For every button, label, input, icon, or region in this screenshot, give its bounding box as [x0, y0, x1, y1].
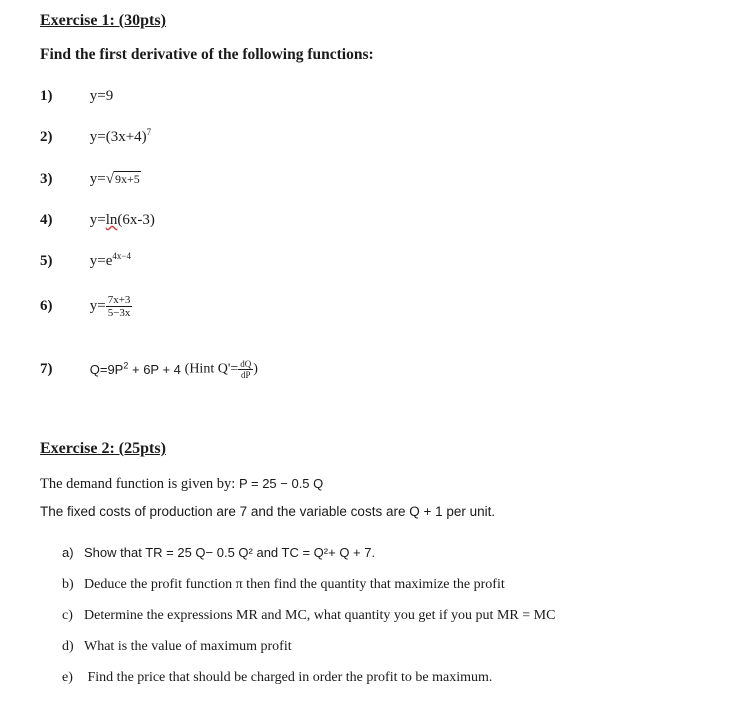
- hint-text: (Hint Q'=: [184, 361, 239, 377]
- part-label: e): [62, 670, 73, 685]
- exercise1-title: Exercise 1: (30pts): [40, 12, 166, 29]
- exercise1-instruction: Find the first derivative of the following functions:: [40, 46, 374, 63]
- item-expression: [90, 294, 133, 319]
- expression-argument: (6x-3): [117, 212, 155, 229]
- item-expression: [90, 212, 155, 229]
- expression-exponent: 7: [146, 127, 152, 138]
- part-text: Find the price that should be charged in order the profit to be maximum.: [84, 670, 493, 685]
- sqrt-sign: √: [105, 171, 114, 188]
- costs-statement: The fixed costs of production are 7 and the variable costs are Q + 1 per unit.: [40, 504, 496, 519]
- part-label: c): [62, 608, 73, 623]
- expression-lhs: y=: [89, 171, 106, 188]
- sqrt-radicand: 9x+5: [114, 172, 140, 187]
- item-number: 2): [40, 129, 53, 145]
- expression-lhs: y=: [89, 297, 106, 314]
- exercise1-item-3: [40, 171, 141, 188]
- exercise1-item-2: [40, 129, 151, 146]
- item-number: 5): [40, 253, 53, 269]
- expression-base: y=e: [89, 253, 113, 270]
- item-number: 1): [40, 88, 53, 104]
- demand-formula: P = 25 − 0.5 Q: [238, 476, 324, 491]
- exercise2-part-c: [62, 608, 555, 624]
- item-number: 4): [40, 212, 53, 228]
- hint-fraction: [238, 359, 253, 380]
- expression-base: y=(3x+4): [89, 129, 147, 146]
- item-number: 6): [40, 297, 53, 314]
- exercise1-item-1: [40, 88, 113, 105]
- exercise2-part-e: [62, 670, 492, 686]
- part-text: What is the value of maximum profit: [84, 639, 292, 654]
- item-expression: [90, 362, 181, 377]
- part-text: Show that TR = 25 Q− 0.5 Q² and TC = Q²+ Q + 7.: [84, 545, 376, 560]
- part-text: Deduce the profit function π then find the quantity that maximize the profit: [84, 577, 505, 592]
- exercise1-item-7: [40, 359, 258, 380]
- exercise1-item-6: [40, 294, 132, 319]
- expression-base: Q=9P: [89, 362, 124, 377]
- hint-close: ): [253, 361, 258, 377]
- part-text: Determine the expressions MR and MC, what quantity you get if you put MR = MC: [84, 608, 556, 623]
- demand-statement: [40, 476, 323, 493]
- hint-numerator: dQ: [240, 359, 252, 369]
- exercise2-part-b: [62, 577, 505, 593]
- item-expression: y=9: [89, 88, 114, 105]
- exercise2-part-a: [62, 545, 375, 560]
- ln-function: ln: [105, 212, 118, 229]
- exercise1-item-4: [40, 212, 155, 229]
- expression-exponent: 2: [123, 360, 129, 371]
- expression-exponent: 4x−4: [112, 251, 131, 262]
- exercise1-item-5: [40, 253, 131, 270]
- item-expression: [90, 171, 141, 188]
- fraction: [106, 294, 133, 319]
- fraction-numerator: 7x+3: [107, 294, 131, 306]
- demand-prefix: The demand function is given by:: [40, 476, 239, 492]
- exercise2-title: Exercise 2: (25pts): [40, 440, 166, 457]
- hint-denominator: dP: [240, 370, 251, 380]
- part-label: b): [62, 577, 74, 592]
- expression-lhs: y=: [89, 212, 106, 229]
- item-expression: [90, 253, 131, 270]
- exercise2-part-d: [62, 639, 292, 655]
- fraction-denominator: 5−3x: [107, 307, 131, 319]
- part-label: d): [62, 639, 74, 654]
- expression-rest: + 6P + 4: [128, 362, 181, 377]
- hint: [185, 359, 258, 380]
- item-number: 7): [40, 360, 53, 377]
- part-label: a): [62, 545, 74, 560]
- item-expression: [90, 129, 151, 146]
- item-number: 3): [40, 171, 53, 187]
